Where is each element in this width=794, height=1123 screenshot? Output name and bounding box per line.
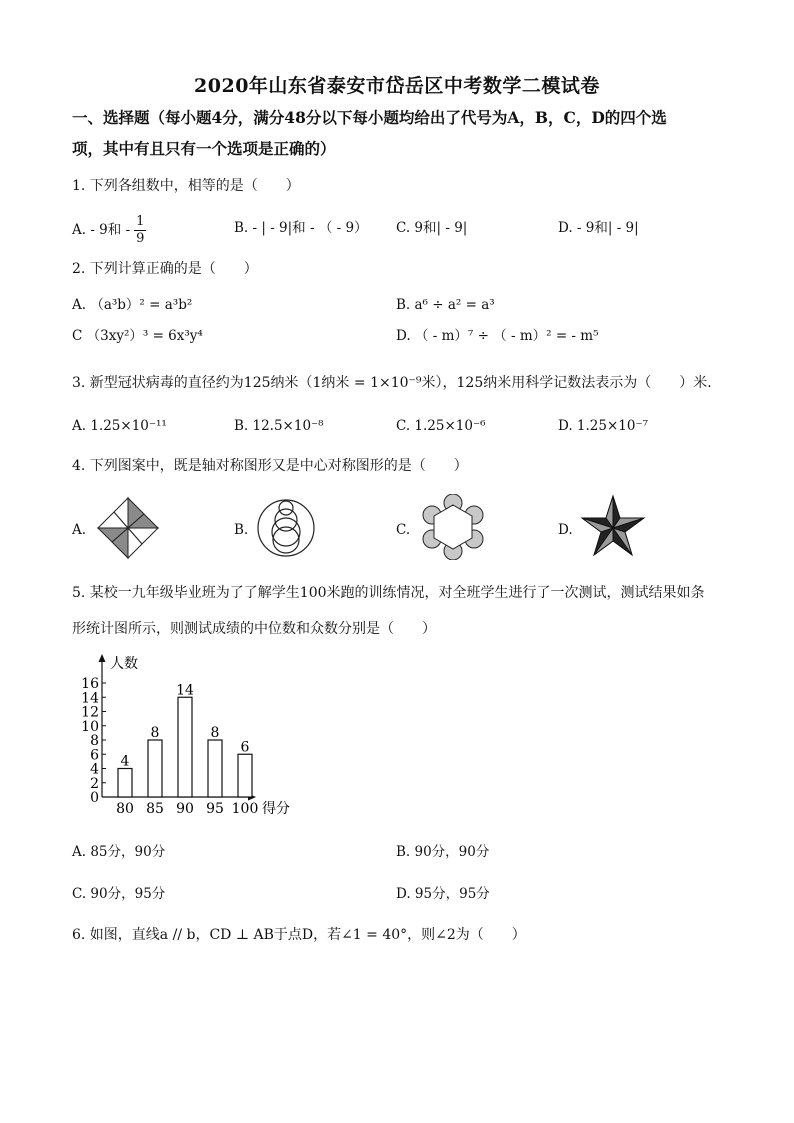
question-2-stem: 2. 下列计算正确的是（ ）: [72, 261, 258, 277]
question-4-option-c: C.: [396, 522, 411, 538]
question-2-option-d: D. （ - m）⁷ ÷ （ - m）² = - m⁵: [396, 328, 599, 344]
bar-95: [208, 740, 222, 797]
question-3-option-b: B. 12.5×10⁻⁸: [234, 418, 324, 434]
question-4-option-b: B.: [234, 522, 249, 538]
question-5-stem-line1: 5. 某校一九年级毕业班为了了解学生100米跑的训练情况，对全班学生进行了一次测试，测试结果如条: [72, 585, 705, 601]
option-a-text: A. - 9和 -: [72, 222, 131, 238]
y-tick-label: 10: [81, 718, 99, 735]
question-5-option-c: C. 90分，95分: [72, 886, 166, 902]
y-tick-label: 14: [81, 690, 99, 707]
section-heading-line2: 项，其中有且只有一个选项是正确的）: [72, 139, 336, 158]
question-4-stem: 4. 下列图案中，既是轴对称图形又是中心对称图形的是（ ）: [72, 458, 468, 474]
bar-value-label: 6: [240, 739, 250, 756]
bar-80: [118, 769, 132, 798]
star-figure: [580, 494, 646, 558]
bar-85: [148, 740, 162, 797]
question-3-option-a: A. 1.25×10⁻¹¹: [72, 418, 167, 434]
fraction-numerator: 1: [136, 214, 145, 229]
question-5-option-b: B. 90分，90分: [396, 844, 490, 860]
bar-value-label: 4: [120, 753, 130, 770]
question-2-option-a: A. （a³b）² = a³b²: [72, 297, 193, 313]
question-1-option-d: D. - 9和| - 9|: [558, 220, 639, 236]
section-heading-line1: 一、选择题（每小题4分，满分48分以下每小题均给出了代号为A，B，C，D的四个选: [72, 108, 667, 127]
x-tick-label: 90: [176, 801, 194, 817]
x-tick-label: 100: [231, 801, 259, 817]
x-tick-label: 80: [116, 801, 134, 817]
pinwheel-figure: [94, 494, 162, 562]
x-tick-label: 85: [146, 801, 164, 817]
bar-value-label: 14: [176, 682, 194, 699]
question-1-option-a: [72, 214, 146, 247]
bar-value-label: 8: [150, 725, 160, 741]
question-5-option-d: D. 95分，95分: [396, 886, 490, 902]
question-2-option-b: B. a⁶ ÷ a² = a³: [396, 297, 495, 313]
question-2-option-c: C （3xy²）³ = 6x³y⁴: [72, 328, 203, 344]
bar-chart: [70, 652, 300, 822]
question-1-option-b: B. - | - 9|和 - （ - 9）: [234, 220, 368, 236]
y-tick-label: 4: [90, 761, 99, 778]
nested-circles-figure: [256, 494, 316, 560]
question-5-option-a: A. 85分，90分: [72, 844, 166, 860]
bar-value-label: 8: [210, 725, 220, 741]
y-tick-label: 6: [90, 747, 99, 764]
y-tick-label: 16: [81, 676, 99, 692]
question-1-stem: 1. 下列各组数中，相等的是（ ）: [72, 178, 300, 194]
hexagon-petal-figure: [420, 494, 486, 560]
y-tick-label: 8: [90, 733, 99, 749]
question-5-stem-line2: 形统计图所示，则测试成绩的中位数和众数分别是（ ）: [72, 621, 436, 637]
question-3-option-d: D. 1.25×10⁻⁷: [558, 418, 649, 434]
y-tick-label: 12: [81, 704, 99, 721]
question-4-option-d: D.: [558, 522, 573, 538]
y-tick-label: 0: [90, 790, 99, 806]
x-axis-label: 得分: [262, 801, 290, 817]
y-tick-label: 2: [90, 775, 99, 792]
y-axis-arrow: [99, 654, 106, 662]
bar-90: [178, 697, 192, 797]
fraction-denominator: 9: [136, 231, 145, 246]
question-3-stem: 3. 新型冠状病毒的直径约为125纳米（1纳米 = 1×10⁻⁹米），125纳米用科学记数法表示为（ ）米．: [72, 375, 722, 391]
y-axis-label: 人数: [110, 656, 138, 672]
question-1-option-c: C. 9和| - 9|: [396, 220, 468, 236]
question-6-stem: 6. 如图，直线a // b，CD ⊥ AB于点D，若∠1 = 40°，则∠2为（ ）: [72, 927, 526, 943]
bar-100: [238, 754, 252, 797]
question-3-option-c: C. 1.25×10⁻⁶: [396, 418, 486, 434]
question-4-option-a: A.: [72, 522, 87, 538]
page-title: 2020年山东省泰安市岱岳区中考数学二模试卷: [194, 75, 600, 97]
fraction: [134, 214, 146, 247]
x-tick-label: 95: [206, 801, 224, 817]
